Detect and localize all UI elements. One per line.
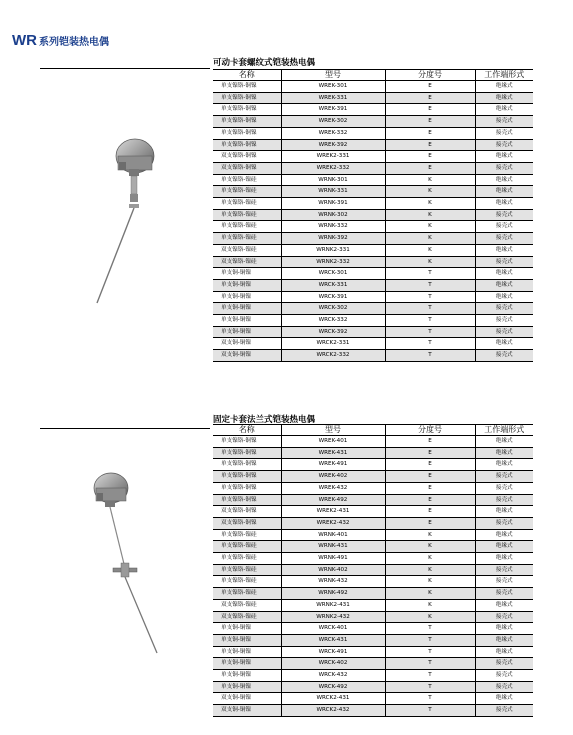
cell-name: 单支镍铬-镍硅	[213, 221, 281, 233]
cell-model: WREK-392	[281, 139, 385, 151]
cell-graduation: T	[385, 681, 475, 693]
cell-graduation: K	[385, 198, 475, 210]
cell-junction: 接壳式	[475, 471, 533, 483]
cell-name: 单支镍铬-镍硅	[213, 553, 281, 565]
cell-name: 双支镍铬-铜镍	[213, 517, 281, 529]
cell-graduation: T	[385, 326, 475, 338]
cell-model: WRCK-391	[281, 291, 385, 303]
cell-graduation: K	[385, 599, 475, 611]
cell-junction: 绝缘式	[475, 186, 533, 198]
cell-model: WRCK-301	[281, 268, 385, 280]
table-row	[213, 233, 533, 245]
cell-model: WREK-301	[281, 81, 385, 93]
cell-model: WRNK-432	[281, 576, 385, 588]
cell-graduation: T	[385, 705, 475, 717]
cell-name: 单支镍铬-铜镍	[213, 482, 281, 494]
table-row	[213, 599, 533, 611]
table-row	[213, 326, 533, 338]
cell-name: 单支镍铬-镍硅	[213, 174, 281, 186]
cell-graduation: K	[385, 553, 475, 565]
cell-graduation: T	[385, 279, 475, 291]
cell-model: WRCK-392	[281, 326, 385, 338]
cell-junction: 接壳式	[475, 303, 533, 315]
brand-logo-text: WR	[12, 32, 37, 49]
table-row	[213, 139, 533, 151]
table-row	[213, 315, 533, 327]
cell-graduation: T	[385, 303, 475, 315]
cell-model: WRNK-492	[281, 588, 385, 600]
cell-graduation: E	[385, 459, 475, 471]
table-row	[213, 268, 533, 280]
cell-name: 双支镍铬-镍硅	[213, 256, 281, 268]
cell-junction: 接壳式	[475, 209, 533, 221]
cell-name: 单支镍铬-镍硅	[213, 198, 281, 210]
cell-model: WREK-332	[281, 127, 385, 139]
cell-junction: 接壳式	[475, 658, 533, 670]
table-row	[213, 186, 533, 198]
col-header-model: 型号	[281, 425, 385, 436]
section1-divider	[40, 68, 210, 69]
cell-graduation: E	[385, 494, 475, 506]
table-row	[213, 541, 533, 553]
cell-junction: 接壳式	[475, 116, 533, 128]
cell-graduation: T	[385, 268, 475, 280]
cell-model: WREK-431	[281, 447, 385, 459]
table-row	[213, 506, 533, 518]
cell-model: WRNK-331	[281, 186, 385, 198]
cell-junction: 绝缘式	[475, 92, 533, 104]
cell-name: 单支铜-铜镍	[213, 681, 281, 693]
table-row	[213, 291, 533, 303]
cell-name: 单支镍铬-铜镍	[213, 471, 281, 483]
cell-graduation: K	[385, 256, 475, 268]
cell-model: WRCK2-332	[281, 350, 385, 362]
cell-name: 单支镍铬-铜镍	[213, 81, 281, 93]
cell-junction: 绝缘式	[475, 279, 533, 291]
cell-model: WRNK-332	[281, 221, 385, 233]
cell-graduation: E	[385, 92, 475, 104]
cell-graduation: T	[385, 634, 475, 646]
section2-table-header	[213, 425, 533, 436]
cell-model: WRCK-401	[281, 623, 385, 635]
cell-name: 单支镍铬-镍硅	[213, 233, 281, 245]
table-row	[213, 174, 533, 186]
cell-name: 单支铜-铜镍	[213, 646, 281, 658]
cell-graduation: K	[385, 588, 475, 600]
cell-junction: 绝缘式	[475, 268, 533, 280]
table-row	[213, 634, 533, 646]
table-row	[213, 151, 533, 163]
cell-name: 双支铜-铜镍	[213, 705, 281, 717]
cell-graduation: K	[385, 186, 475, 198]
cell-name: 单支镍铬-铜镍	[213, 127, 281, 139]
cell-name: 单支铜-铜镍	[213, 315, 281, 327]
cell-junction: 绝缘式	[475, 529, 533, 541]
cell-name: 单支镍铬-镍硅	[213, 576, 281, 588]
cell-model: WRNK-392	[281, 233, 385, 245]
cell-junction: 接壳式	[475, 564, 533, 576]
cell-junction: 接壳式	[475, 517, 533, 529]
cell-name: 单支镍铬-镍硅	[213, 564, 281, 576]
cell-graduation: K	[385, 221, 475, 233]
section1-table-body	[213, 81, 533, 362]
cell-name: 单支镍铬-镍硅	[213, 588, 281, 600]
cell-name: 单支铜-铜镍	[213, 634, 281, 646]
cell-graduation: K	[385, 576, 475, 588]
cell-model: WRNK-302	[281, 209, 385, 221]
cell-junction: 接壳式	[475, 670, 533, 682]
cell-graduation: E	[385, 471, 475, 483]
cell-junction: 接壳式	[475, 221, 533, 233]
table-row	[213, 494, 533, 506]
cell-graduation: E	[385, 151, 475, 163]
cell-name: 单支镍铬-铜镍	[213, 447, 281, 459]
cell-graduation: T	[385, 670, 475, 682]
cell-junction: 接壳式	[475, 588, 533, 600]
cell-junction: 绝缘式	[475, 151, 533, 163]
table-row	[213, 303, 533, 315]
table-row	[213, 338, 533, 350]
cell-name: 单支铜-铜镍	[213, 670, 281, 682]
cell-model: WRCK-302	[281, 303, 385, 315]
cell-model: WRCK-432	[281, 670, 385, 682]
cell-junction: 绝缘式	[475, 244, 533, 256]
table-row	[213, 279, 533, 291]
cell-model: WREK-391	[281, 104, 385, 116]
cell-junction: 接壳式	[475, 139, 533, 151]
cell-model: WRNK2-332	[281, 256, 385, 268]
cell-junction: 接壳式	[475, 326, 533, 338]
table-row	[213, 693, 533, 705]
section2-title: 固定卡套法兰式铠装热电偶	[213, 415, 316, 425]
cell-model: WREK-401	[281, 436, 385, 448]
section1-spec-table	[213, 69, 533, 362]
cell-graduation: T	[385, 315, 475, 327]
cell-name: 单支镍铬-铜镍	[213, 92, 281, 104]
table-row	[213, 81, 533, 93]
cell-junction: 接壳式	[475, 233, 533, 245]
cell-model: WRCK-402	[281, 658, 385, 670]
cell-model: WRCK-492	[281, 681, 385, 693]
cell-name: 单支镍铬-镍硅	[213, 529, 281, 541]
cell-junction: 绝缘式	[475, 541, 533, 553]
cell-model: WRCK2-432	[281, 705, 385, 717]
cell-name: 双支镍铬-镍硅	[213, 599, 281, 611]
cell-model: WREK2-431	[281, 506, 385, 518]
cell-junction: 绝缘式	[475, 646, 533, 658]
cell-junction: 接壳式	[475, 162, 533, 174]
cell-model: WRCK-431	[281, 634, 385, 646]
cell-graduation: K	[385, 529, 475, 541]
cell-graduation: E	[385, 447, 475, 459]
cell-name: 单支镍铬-镍硅	[213, 209, 281, 221]
cell-name: 单支铜-铜镍	[213, 658, 281, 670]
cell-name: 单支铜-铜镍	[213, 268, 281, 280]
section2-divider	[40, 428, 210, 429]
cell-name: 双支铜-铜镍	[213, 350, 281, 362]
cell-name: 双支铜-铜镍	[213, 693, 281, 705]
cell-junction: 绝缘式	[475, 436, 533, 448]
cell-name: 单支铜-铜镍	[213, 303, 281, 315]
cell-name: 双支镍铬-铜镍	[213, 162, 281, 174]
cell-junction: 绝缘式	[475, 447, 533, 459]
col-header-junction: 工作端形式	[475, 425, 533, 436]
cell-junction: 绝缘式	[475, 174, 533, 186]
cell-model: WREK2-332	[281, 162, 385, 174]
cell-name: 单支铜-铜镍	[213, 291, 281, 303]
col-header-name: 名称	[213, 70, 281, 81]
table-row	[213, 623, 533, 635]
table-row	[213, 256, 533, 268]
cell-graduation: E	[385, 482, 475, 494]
table-row	[213, 459, 533, 471]
cell-graduation: K	[385, 209, 475, 221]
cell-junction: 绝缘式	[475, 198, 533, 210]
table-row	[213, 588, 533, 600]
cell-graduation: K	[385, 233, 475, 245]
cell-junction: 绝缘式	[475, 104, 533, 116]
cell-junction: 绝缘式	[475, 553, 533, 565]
cell-model: WRNK-401	[281, 529, 385, 541]
table-row	[213, 529, 533, 541]
table-row	[213, 482, 533, 494]
cell-graduation: K	[385, 541, 475, 553]
cell-graduation: E	[385, 162, 475, 174]
table-row	[213, 104, 533, 116]
table-row	[213, 517, 533, 529]
table-row	[213, 221, 533, 233]
cell-junction: 接壳式	[475, 256, 533, 268]
cell-name: 单支镍铬-镍硅	[213, 186, 281, 198]
cell-junction: 绝缘式	[475, 634, 533, 646]
section2-spec-table	[213, 424, 533, 717]
table-row	[213, 705, 533, 717]
cell-name: 单支镍铬-铜镍	[213, 139, 281, 151]
cell-model: WRNK-491	[281, 553, 385, 565]
cell-graduation: E	[385, 139, 475, 151]
cell-model: WREK-402	[281, 471, 385, 483]
cell-junction: 接壳式	[475, 127, 533, 139]
cell-graduation: E	[385, 127, 475, 139]
cell-model: WRNK2-432	[281, 611, 385, 623]
cell-name: 单支镍铬-铜镍	[213, 494, 281, 506]
cell-name: 双支镍铬-镍硅	[213, 244, 281, 256]
section1-table-header	[213, 70, 533, 81]
cell-junction: 绝缘式	[475, 81, 533, 93]
cell-graduation: E	[385, 436, 475, 448]
table-row	[213, 116, 533, 128]
cell-model: WRCK-332	[281, 315, 385, 327]
cell-name: 单支铜-铜镍	[213, 279, 281, 291]
col-header-model: 型号	[281, 70, 385, 81]
cell-model: WREK-302	[281, 116, 385, 128]
cell-model: WREK-491	[281, 459, 385, 471]
cell-junction: 绝缘式	[475, 623, 533, 635]
table-row	[213, 209, 533, 221]
cell-junction: 接壳式	[475, 315, 533, 327]
table-row	[213, 471, 533, 483]
cell-name: 单支铜-铜镍	[213, 326, 281, 338]
table-row	[213, 611, 533, 623]
cell-name: 单支镍铬-铜镍	[213, 459, 281, 471]
thermocouple-flange-illustration	[85, 468, 175, 658]
cell-name: 双支铜-铜镍	[213, 338, 281, 350]
table-row	[213, 162, 533, 174]
cell-graduation: T	[385, 693, 475, 705]
cell-junction: 接壳式	[475, 681, 533, 693]
cell-graduation: T	[385, 291, 475, 303]
cell-junction: 绝缘式	[475, 693, 533, 705]
cell-graduation: T	[385, 338, 475, 350]
cell-graduation: T	[385, 658, 475, 670]
cell-graduation: K	[385, 611, 475, 623]
cell-junction: 接壳式	[475, 494, 533, 506]
cell-model: WREK-492	[281, 494, 385, 506]
cell-name: 单支铜-铜镍	[213, 623, 281, 635]
cell-model: WRNK-391	[281, 198, 385, 210]
cell-junction: 绝缘式	[475, 291, 533, 303]
table-row	[213, 646, 533, 658]
section1-title: 可动卡套螺纹式铠装热电偶	[213, 58, 316, 68]
cell-junction: 绝缘式	[475, 459, 533, 471]
table-row	[213, 447, 533, 459]
table-row	[213, 92, 533, 104]
cell-graduation: E	[385, 116, 475, 128]
thermocouple-threaded-illustration	[85, 128, 175, 308]
series-title: 系列铠装热电偶	[39, 37, 109, 48]
cell-graduation: E	[385, 517, 475, 529]
cell-model: WRCK-491	[281, 646, 385, 658]
table-row	[213, 658, 533, 670]
table-row	[213, 681, 533, 693]
cell-junction: 绝缘式	[475, 338, 533, 350]
cell-junction: 接壳式	[475, 350, 533, 362]
cell-name: 双支镍铬-镍硅	[213, 611, 281, 623]
cell-model: WRNK2-331	[281, 244, 385, 256]
col-header-graduation: 分度号	[385, 425, 475, 436]
cell-graduation: K	[385, 174, 475, 186]
cell-model: WREK-331	[281, 92, 385, 104]
section2-table-body	[213, 436, 533, 717]
cell-graduation: E	[385, 81, 475, 93]
cell-model: WRCK2-331	[281, 338, 385, 350]
cell-model: WREK-432	[281, 482, 385, 494]
cell-junction: 绝缘式	[475, 506, 533, 518]
cell-graduation: T	[385, 350, 475, 362]
cell-graduation: K	[385, 564, 475, 576]
cell-name: 双支镍铬-铜镍	[213, 506, 281, 518]
col-header-graduation: 分度号	[385, 70, 475, 81]
table-row	[213, 244, 533, 256]
cell-model: WRNK-431	[281, 541, 385, 553]
cell-graduation: E	[385, 506, 475, 518]
table-row	[213, 436, 533, 448]
cell-name: 双支镍铬-铜镍	[213, 151, 281, 163]
cell-model: WRCK-331	[281, 279, 385, 291]
table-row	[213, 350, 533, 362]
cell-name: 单支镍铬-镍硅	[213, 541, 281, 553]
table-row	[213, 127, 533, 139]
table-row	[213, 670, 533, 682]
cell-model: WREK2-331	[281, 151, 385, 163]
cell-name: 单支镍铬-铜镍	[213, 116, 281, 128]
col-header-name: 名称	[213, 425, 281, 436]
cell-model: WRNK-402	[281, 564, 385, 576]
cell-model: WRNK2-431	[281, 599, 385, 611]
cell-graduation: T	[385, 646, 475, 658]
table-row	[213, 576, 533, 588]
table-row	[213, 553, 533, 565]
cell-junction: 接壳式	[475, 611, 533, 623]
cell-graduation: E	[385, 104, 475, 116]
cell-junction: 接壳式	[475, 482, 533, 494]
page-header	[12, 32, 109, 48]
table-row	[213, 198, 533, 210]
table-row	[213, 564, 533, 576]
cell-model: WREK2-432	[281, 517, 385, 529]
cell-graduation: K	[385, 244, 475, 256]
cell-name: 单支镍铬-铜镍	[213, 104, 281, 116]
cell-graduation: T	[385, 623, 475, 635]
cell-model: WRCK2-431	[281, 693, 385, 705]
cell-junction: 接壳式	[475, 705, 533, 717]
cell-junction: 绝缘式	[475, 599, 533, 611]
cell-model: WRNK-301	[281, 174, 385, 186]
col-header-junction: 工作端形式	[475, 70, 533, 81]
cell-name: 单支镍铬-铜镍	[213, 436, 281, 448]
cell-junction: 接壳式	[475, 576, 533, 588]
